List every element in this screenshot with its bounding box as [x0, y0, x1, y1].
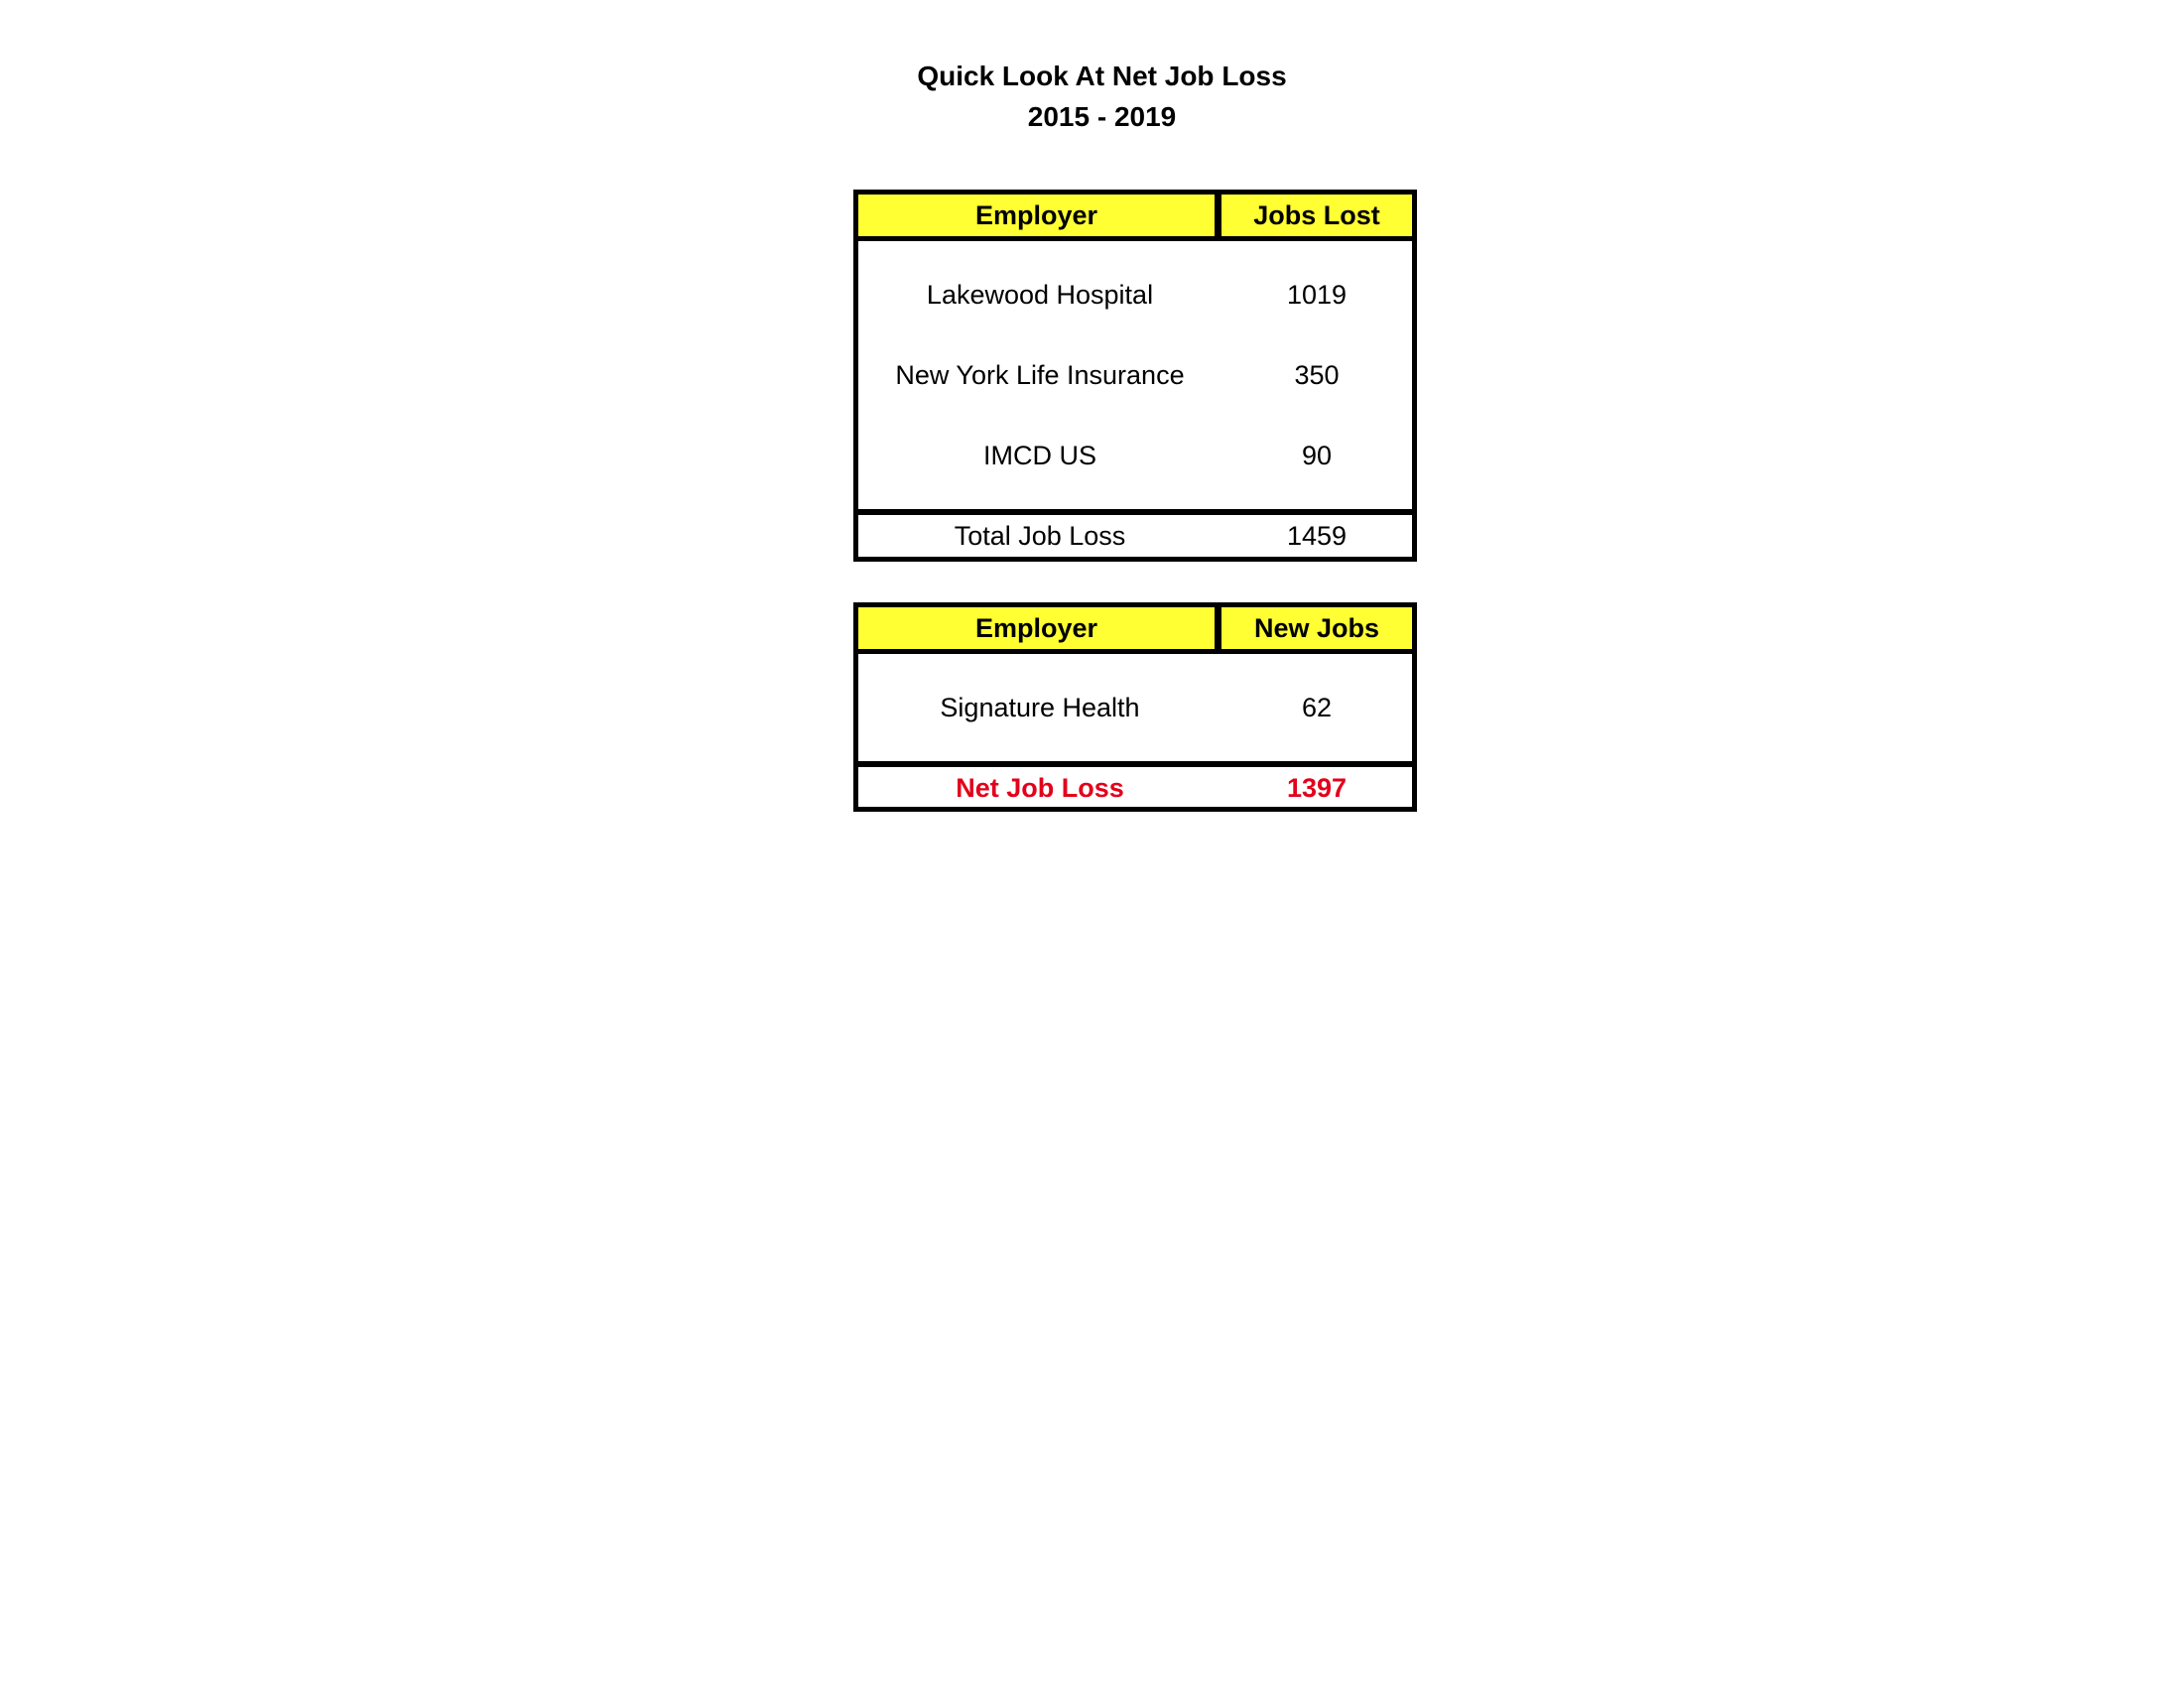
page-subtitle-years: 2015 - 2019 [1027, 101, 1177, 132]
new-jobs-table [853, 602, 1417, 812]
header-jobs-lost: Jobs Lost [1253, 199, 1380, 230]
table-row [858, 654, 1412, 761]
table-row [858, 416, 1412, 496]
total-job-loss-row [858, 509, 1412, 557]
header-employer: Employer [858, 607, 1221, 649]
header-employer: Employer [858, 195, 1221, 236]
employer-name: Lakewood Hospital [926, 279, 1154, 310]
jobs-lost-value: 90 [1301, 441, 1333, 470]
header-new-jobs: New Jobs [1253, 612, 1380, 643]
total-label: Total Job Loss [954, 520, 1126, 551]
jobs-lost-value: 350 [1294, 360, 1340, 390]
new-jobs-table-header [858, 607, 1412, 654]
total-value: 1459 [1286, 520, 1348, 551]
new-jobs-value: 62 [1301, 692, 1333, 722]
employer-name: Signature Health [940, 692, 1140, 722]
jobs-lost-value: 1019 [1286, 279, 1348, 310]
net-job-loss-label: Net Job Loss [956, 772, 1124, 803]
net-job-loss-row [858, 761, 1412, 809]
page-title: Quick Look At Net Job Loss [917, 61, 1287, 91]
table-row [858, 335, 1412, 416]
jobs-lost-table-header [858, 195, 1412, 241]
net-job-loss-value: 1397 [1286, 772, 1348, 803]
employer-name: IMCD US [983, 441, 1096, 470]
jobs-lost-table [853, 190, 1417, 562]
employer-name: New York Life Insurance [895, 360, 1185, 390]
table-row [858, 254, 1412, 335]
